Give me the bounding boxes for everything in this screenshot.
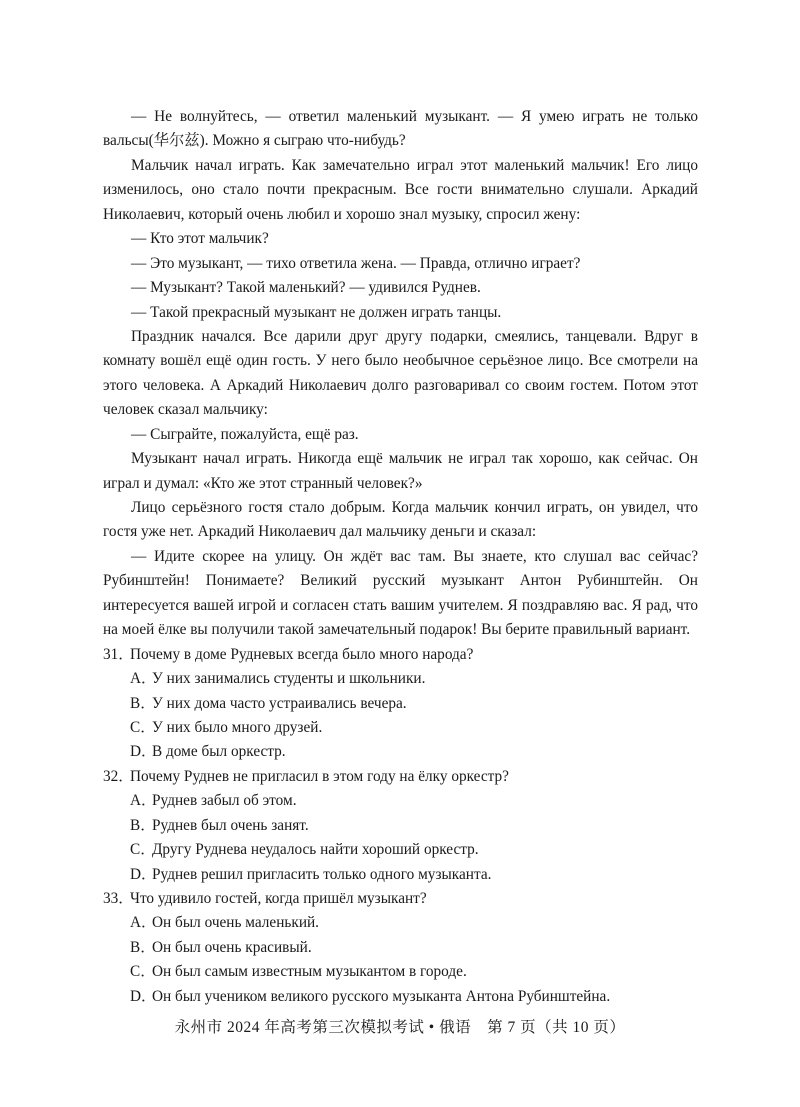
paragraph-line: комнату вошёл ещё один гость. У него было необычное серьёзное лицо. Все смотрели на [103, 352, 698, 370]
paragraph [103, 447, 698, 496]
paragraph-line: играл и думал: «Кто же этот странный человек?» [103, 474, 423, 492]
option-text: У них занимались студенты и школьники. [152, 670, 426, 688]
answer-option [103, 985, 698, 1009]
paragraph [103, 154, 698, 227]
answer-option [103, 716, 698, 740]
question-text: Почему Руднев не пригласил в этом году на ёлку оркестр? [130, 767, 509, 785]
question-list [103, 643, 698, 1010]
question-stem [103, 887, 698, 911]
paragraph-line: интересуется вашей игрой и согласен стать вашим учителем. Я поздравляю вас. Я рад, что [103, 596, 698, 614]
paragraph-line: — Не волнуйтесь, — ответил маленький музыкант. — Я умею играть не только [131, 108, 698, 125]
option-text: Руднев был очень занят. [152, 816, 309, 834]
question-text: Почему в доме Рудневых всегда было много народа? [130, 645, 474, 663]
paragraph [103, 301, 698, 325]
option-text: Он был самым известным музыкантом в городе. [152, 963, 467, 981]
question-number: 31． [103, 645, 134, 663]
paragraph-line: — Сыграйте, пожалуйста, ещё раз. [131, 425, 359, 443]
answer-option [103, 814, 698, 838]
paragraph [103, 496, 698, 545]
question-item [103, 643, 698, 765]
question-text: Что удивило гостей, когда пришёл музыкант? [130, 890, 427, 907]
option-letter: D． [130, 865, 157, 883]
answer-option [103, 692, 698, 716]
option-letter: A． [130, 914, 157, 932]
reading-passage [103, 105, 698, 643]
paragraph-line: этого человека. А Аркадий Николаевич долго разговаривал со своим гостем. Потом этот [103, 376, 698, 394]
paragraph-line: Музыкант начал играть. Никогда ещё мальчик не играл так хорошо, как сейчас. Он [131, 450, 698, 468]
paragraph [103, 227, 698, 251]
paragraph-line: — Музыкант? Такой маленький? — удивился Руднев. [131, 279, 481, 297]
option-text: Он был очень маленький. [152, 914, 320, 932]
paragraph-line: Лицо серьёзного гостя стало добрым. Когда мальчик кончил играть, он увидел, что [131, 499, 698, 516]
paragraph [103, 276, 698, 300]
paragraph-line: — Это музыкант, — тихо ответила жена. — Правда, отлично играет? [131, 254, 581, 272]
answer-option [103, 838, 698, 862]
option-text: Руднев решил пригласить только одного музыканта. [152, 865, 492, 883]
question-item [103, 887, 698, 1009]
option-letter: B． [130, 694, 156, 712]
option-text: В доме был оркестр. [152, 743, 286, 761]
question-number: 32． [103, 767, 134, 785]
option-letter: A． [130, 792, 157, 810]
option-letter: C． [130, 841, 156, 859]
option-text: Руднев забыл об этом. [152, 792, 297, 810]
option-letter: D． [130, 987, 157, 1005]
option-letter: B． [130, 816, 156, 834]
option-letter: A． [130, 670, 157, 688]
paragraph-line: Мальчик начал играть. Как замечательно играл этот маленький мальчик! Его лицо [131, 156, 698, 174]
paragraph-line: гостя уже нет. Аркадий Николаевич дал мальчику деньги и сказал: [103, 523, 537, 541]
paragraph [103, 423, 698, 447]
page-footer: 永州市 2024 年高考第三次模拟考试 • 俄语 第 7 页（共 10 页） [174, 1019, 626, 1036]
exam-page-content [103, 105, 698, 1009]
paragraph [103, 252, 698, 276]
paragraph [103, 325, 698, 423]
paragraph-line: изменилось, оно стало почти прекрасным. Все гости внимательно слушали. Аркадий [103, 181, 698, 199]
answer-option [103, 740, 698, 764]
option-text: Он был очень красивый. [152, 938, 312, 956]
question-stem [103, 765, 698, 789]
answer-option [103, 789, 698, 813]
paragraph-line: человек сказал мальчику: [103, 401, 268, 419]
paragraph-line: Рубинштейн! Понимаете? Великий русский музыкант Антон Рубинштейн. Он [103, 572, 698, 590]
option-letter: C． [130, 963, 156, 981]
paragraph-line: вальсы(华尔兹). Можно я сыграю что-нибудь? [103, 132, 406, 150]
paragraph [103, 545, 698, 643]
paragraph-line: — Такой прекрасный музыкант не должен играть танцы. [131, 303, 502, 321]
answer-option [103, 960, 698, 984]
paragraph-line: — Идите скорее на улицу. Он ждёт вас там. Вы знаете, кто слушал вас сейчас? [131, 547, 698, 565]
option-text: У них дома часто устраивались вечера. [152, 694, 407, 712]
answer-option [103, 667, 698, 691]
answer-option [103, 936, 698, 960]
paragraph [103, 105, 698, 154]
option-text: Он был учеником великого русского музыканта Антона Рубинштейна. [152, 987, 611, 1005]
option-letter: B． [130, 938, 156, 956]
question-stem [103, 643, 698, 667]
question-item [103, 765, 698, 887]
option-letter: C． [130, 718, 156, 736]
paragraph-line: на моей ёлке вы получили такой замечательный подарок! Вы берите правильный вариант. [103, 621, 691, 639]
paragraph-line: Праздник начался. Все дарили друг другу подарки, смеялись, танцевали. Вдруг в [131, 327, 698, 345]
answer-option [103, 863, 698, 887]
option-letter: D． [130, 743, 157, 761]
paragraph-line: — Кто этот мальчик? [131, 230, 269, 248]
question-number: 33． [103, 890, 134, 907]
option-text: У них было много друзей. [152, 718, 323, 736]
answer-option [103, 911, 698, 935]
paragraph-line: Николаевич, который очень любил и хорошо знал музыку, спросил жену: [103, 205, 581, 223]
option-text: Другу Руднева неудалось найти хороший оркестр. [152, 841, 479, 859]
